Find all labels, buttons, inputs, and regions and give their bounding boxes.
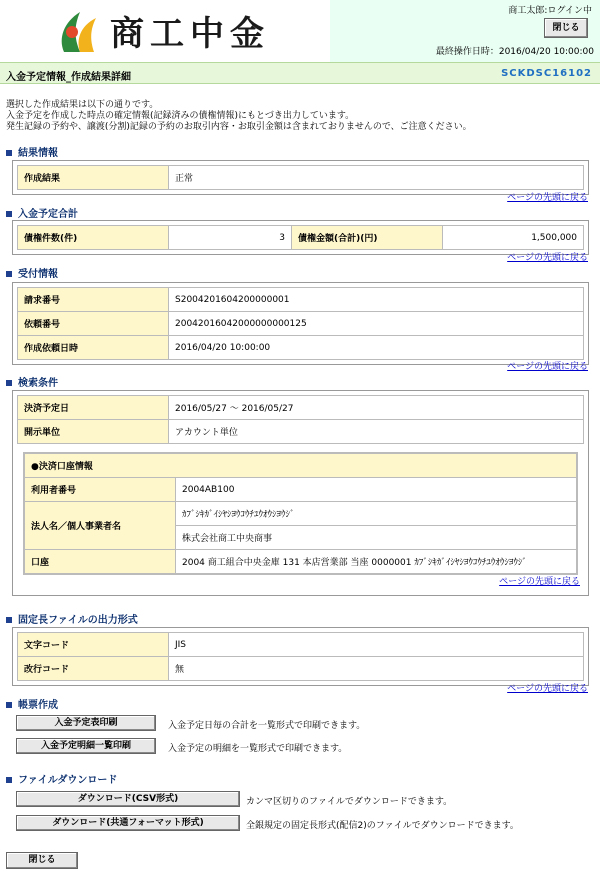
amount-value: 1,500,000 — [443, 226, 584, 250]
page-top-link[interactable]: ページの先頭に戻る — [507, 362, 588, 372]
request-no-value: S2004201604200000001 — [169, 288, 584, 312]
header — [0, 0, 600, 62]
total-box — [12, 220, 589, 255]
count-label: 債権件数(件) — [18, 226, 169, 250]
order-no-label: 依頼番号 — [18, 312, 169, 336]
corp-name-value: 株式会社商工中央商事 — [176, 526, 577, 550]
table-row — [18, 633, 584, 657]
disclosure-unit-label: 開示単位 — [18, 420, 169, 444]
section-title-reception: 受付情報 — [6, 265, 58, 280]
close-button-top[interactable]: 閉じる — [544, 18, 588, 38]
bank-logo — [50, 4, 280, 56]
table-row — [18, 420, 584, 444]
page-top-link[interactable]: ページの先頭に戻る — [507, 684, 588, 694]
newline-value: 無 — [169, 657, 584, 681]
request-no-label: 請求番号 — [18, 288, 169, 312]
table-row — [25, 454, 577, 478]
reception-table — [17, 287, 584, 360]
user-no-label: 利用者番号 — [25, 478, 176, 502]
table-row — [18, 312, 584, 336]
account-info-header: ●決済口座情報 — [25, 454, 577, 478]
settlement-date-value: 2016/05/27 〜 2016/05/27 — [169, 396, 584, 420]
table-row — [18, 657, 584, 681]
section-title-report: 帳票作成 — [6, 696, 58, 711]
table-row — [25, 502, 577, 526]
title-bar — [0, 62, 600, 84]
request-date-value: 2016/04/20 10:00:00 — [169, 336, 584, 360]
request-date-label: 作成依頼日時 — [18, 336, 169, 360]
result-value: 正常 — [169, 166, 584, 190]
account-value: 2004 商工組合中央金庫 131 本店営業部 当座 0000001 ｶﾌﾞｼｷｶﾞｲｼﾔｼﾖｳｺｳﾁﾕｳｵｳｼﾖｳｼﾞ — [176, 550, 577, 574]
download-csv-button[interactable]: ダウンロード(CSV形式) — [16, 791, 240, 807]
user-no-value: 2004AB100 — [176, 478, 577, 502]
fixed-table — [17, 632, 584, 681]
result-table — [17, 165, 584, 190]
table-row — [18, 396, 584, 420]
table-row — [25, 478, 577, 502]
table-row — [18, 288, 584, 312]
table-row — [18, 166, 584, 190]
disclosure-unit-value: アカウント単位 — [169, 420, 584, 444]
user-name: 商工太郎:ログイン中 — [508, 6, 592, 16]
page-top-link[interactable]: ページの先頭に戻る — [507, 253, 588, 263]
newline-label: 改行コード — [18, 657, 169, 681]
page-title: 入金予定情報_作成結果詳細 — [6, 72, 131, 83]
section-title-total: 入金予定合計 — [6, 205, 78, 220]
intro-line: 入金予定を作成した時点の確定情報(記録済みの債権情報)にもとづき出力しています。 — [6, 111, 355, 121]
order-no-value: 20042016042000000000125 — [169, 312, 584, 336]
print-deposit-detail-button[interactable]: 入金予定明細一覧印刷 — [16, 738, 156, 754]
print-deposit-schedule-desc: 入金予定日毎の合計を一覧形式で印刷できます。 — [168, 721, 366, 731]
table-row — [18, 336, 584, 360]
count-value: 3 — [169, 226, 292, 250]
table-row — [18, 226, 584, 250]
section-title-result: 結果情報 — [6, 144, 58, 159]
fixed-box — [12, 627, 589, 686]
page-top-link[interactable]: ページの先頭に戻る — [507, 193, 588, 203]
table-row — [25, 550, 577, 574]
intro-line: 発生記録の予約や、譲渡(分割)記録の予約のお取引内容・お取引金額は含まれておりませんので、ご注意ください。 — [6, 122, 472, 132]
corp-name-label: 法人名／個人事業者名 — [25, 502, 176, 550]
print-deposit-schedule-button[interactable]: 入金予定表印刷 — [16, 715, 156, 731]
total-table — [17, 225, 584, 250]
page-top-link[interactable]: ページの先頭に戻る — [499, 577, 580, 587]
search-table — [17, 395, 584, 444]
account-table — [24, 453, 577, 574]
intro-text — [6, 100, 472, 133]
charset-value: JIS — [169, 633, 584, 657]
search-box — [12, 390, 589, 596]
section-title-fixed: 固定長ファイルの出力形式 — [6, 611, 138, 626]
account-info-box — [23, 452, 578, 575]
download-fixed-button[interactable]: ダウンロード(共通フォーマット形式) — [16, 815, 240, 831]
intro-line: 選択した作成結果は以下の通りです。 — [6, 100, 159, 110]
corp-name-kana: ｶﾌﾞｼｷｶﾞｲｼﾔｼﾖｳｺｳﾁﾕｳｵｳｼﾖｳｼﾞ — [176, 502, 577, 526]
result-box — [12, 160, 589, 195]
print-deposit-detail-desc: 入金予定の明細を一覧形式で印刷できます。 — [168, 744, 348, 754]
account-label: 口座 — [25, 550, 176, 574]
section-title-search: 検索条件 — [6, 374, 58, 389]
last-operation-time: 最終操作日時：2016/04/20 10:00:00 — [435, 47, 594, 57]
amount-label: 債権金額(合計)(円) — [292, 226, 443, 250]
close-button-bottom[interactable]: 閉じる — [6, 852, 78, 869]
result-label: 作成結果 — [18, 166, 169, 190]
screen-id: SCKDSC16102 — [501, 68, 592, 79]
logo-text: 商工中金 — [110, 14, 270, 54]
section-title-download: ファイルダウンロード — [6, 771, 117, 786]
settlement-date-label: 決済予定日 — [18, 396, 169, 420]
reception-box — [12, 282, 589, 365]
logo-mark-icon — [50, 4, 106, 56]
charset-label: 文字コード — [18, 633, 169, 657]
download-fixed-desc: 全銀規定の固定長形式(配信2)のファイルでダウンロードできます。 — [246, 821, 519, 831]
download-csv-desc: カンマ区切りのファイルでダウンロードできます。 — [246, 797, 453, 807]
